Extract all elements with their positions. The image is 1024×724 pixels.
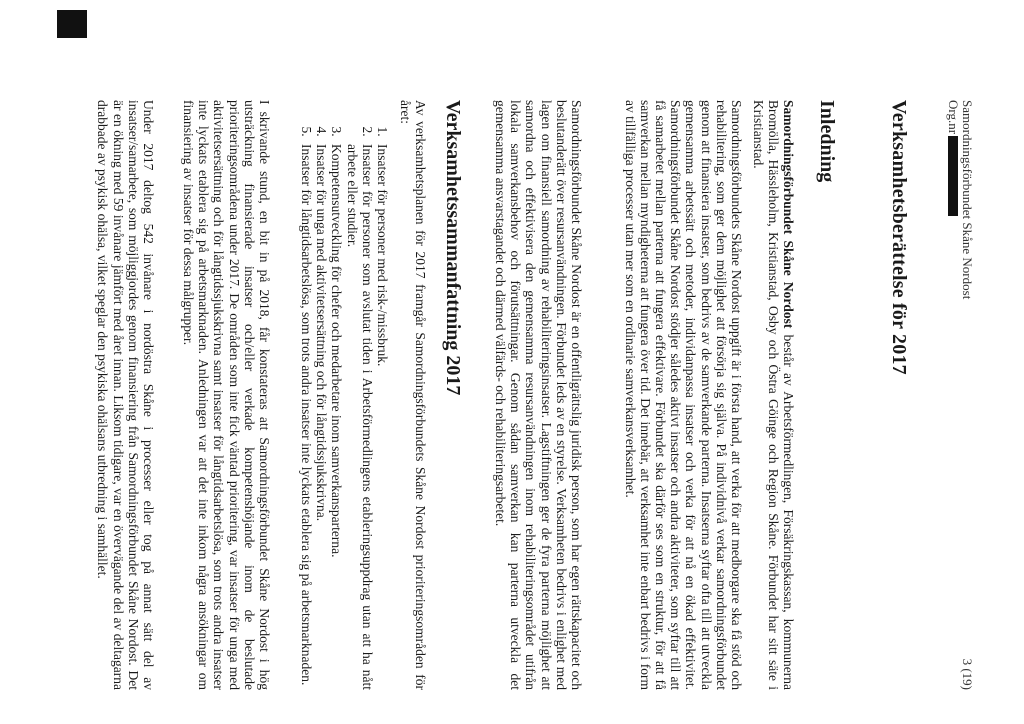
summary-paragraph-2: I skrivande stund, en bit in på 2018, får konstateras att Samordningsförbundet Skåne Nordost i hög utsträckning finansierade insatser och/eller verkade kompetenshöjande inom de beslutade prioriteringsområdena under 2017. De områden som inte fick väntad prioritering, var insatser för unga med aktivitetsersättning och för långtidssjukskrivna samt insatser för långtidsarbetslösa, som trots andra insatser inte lyckats etablera sig på arbetsmarknaden. Anledningen var att det inte inkom några ansökningar om finansiering av insatser för dessa målgrupper. (180, 100, 272, 690)
summary-heading-block (441, 100, 464, 690)
summary-intro: Av verksamhetsplanen för 2017 framgår Samordningsförbundets Skåne Nordost prioriteringsområden för året: (397, 100, 428, 690)
priority-list-block (299, 100, 390, 690)
summary-heading: Verksamhetssammanfattning 2017 (442, 100, 464, 396)
list-item: 1. Insatser för personer med risk-/missbruk. (375, 140, 390, 690)
summary-paragraph-3: Under 2017 deltog 542 invånare i nordöstra Skåne i processer eller tog på annat sätt del av insatser/samarbete, som möjliggjordes genom finansiering från Samordningsförbundet Skåne Nordost. Det är en ökning med 59 invånare jämfört med året innan. Liksom tidigare, var en övervägande del av deltagarna drabbade av psykisk ohälsa, vilket speglar den psykiska ohälsans utbredning i samhället. (95, 100, 156, 690)
list-item: 5. Insatser för långtidsarbetslösa, som trots andra insatser inte lyckats etablera sig på arbetsmarknaden. (299, 140, 314, 690)
org-name: Samordningsförbundet Skåne Nordost (960, 100, 975, 300)
redacted-org-number (948, 136, 958, 216)
intro-heading: Inledning (816, 100, 838, 183)
org-number-label: Org.nr (946, 100, 961, 135)
scan-mark (57, 10, 87, 38)
intro-paragraph-1 (750, 100, 796, 690)
list-item: 3. Kompetensutveckling för chefer och medarbetare inom samverkansparterna. (329, 140, 344, 690)
page-number: 3 (19) (960, 658, 975, 690)
intro-section (815, 100, 838, 690)
org-name-bold: Samordningsförbundet Skåne Nordost (781, 100, 796, 329)
intro-paragraph-3: Samordningsförbundet Skåne Nordost är en offentligrättslig juridisk person, som har egen rättskapacitet och beslutanderätt över resursanvändningen. Förbundet leds av en styrelse. Verksamheten bedrivs i enlighet med lagen om finansiell samordning av rehabiliteringsinsatser. Lagstiftningen ger de fyra parterna möjlighet att samordna och effektivisera den gemensamma resursanvändningen inom rehabiliteringsområdet utifrån lokala samverkansbehov och förutsättningar. Genom sådan samverkan kan parterna utveckla det gemensamma ansvarstagandet och därmed välfärds- och rehabiliteringsarbetet. (492, 100, 584, 690)
list-item: 4. Insatser för unga med aktivitetsersättning och för långtidssjukskrivna. (314, 140, 329, 690)
page-header (946, 100, 974, 690)
intro-paragraph-2: Samordningsförbundets Skåne Nordost uppgift är i första hand, att verka för att medborgare ska få stöd och rehabilitering, som ger dem möjlighet att försörja sig själva. På individnivå verkar samordningsförbundet genom att finansiera insatser, som bedrivs av de samverkande parterna. Insatserna syftar ofta till att utveckla gemensamma arbetssätt och metoder, individanpassa insatser och verka för att nå en ökad effektivitet. Samordningsförbundet Skåne Nordost stödjer således aktivt insatser och andra aktiviteter, som syftar till att få samarbetet mellan parterna att fungera effektivare. Förbundet ska därför ses som en struktur, för att få samverkan mellan myndigheterna att fungera över tid. Det innebär, att verksamhet inte enbart bedrivs i form av tillfälliga processer utan mer som en ordinarie samverkansverksamhet. (622, 100, 744, 690)
org-number-line (946, 100, 960, 690)
priority-list (299, 100, 390, 690)
list-item: 2. Insatser för personer som avslutat tiden i Arbetsförmedlingens etableringsuppdrag utan att ha nått arbete eller studier. (344, 140, 374, 690)
page-title: Verksamhetsberättelse för 2017 (888, 100, 910, 375)
intro-p1-text: består av Arbetsförmedlingen, Försäkringskassan, kommunerna Bromölla, Hässleholm, Kristianstad, Osby och Östra Göinge och Region Skåne. Förbundet har sitt säte i Kristianstad. (750, 100, 796, 691)
